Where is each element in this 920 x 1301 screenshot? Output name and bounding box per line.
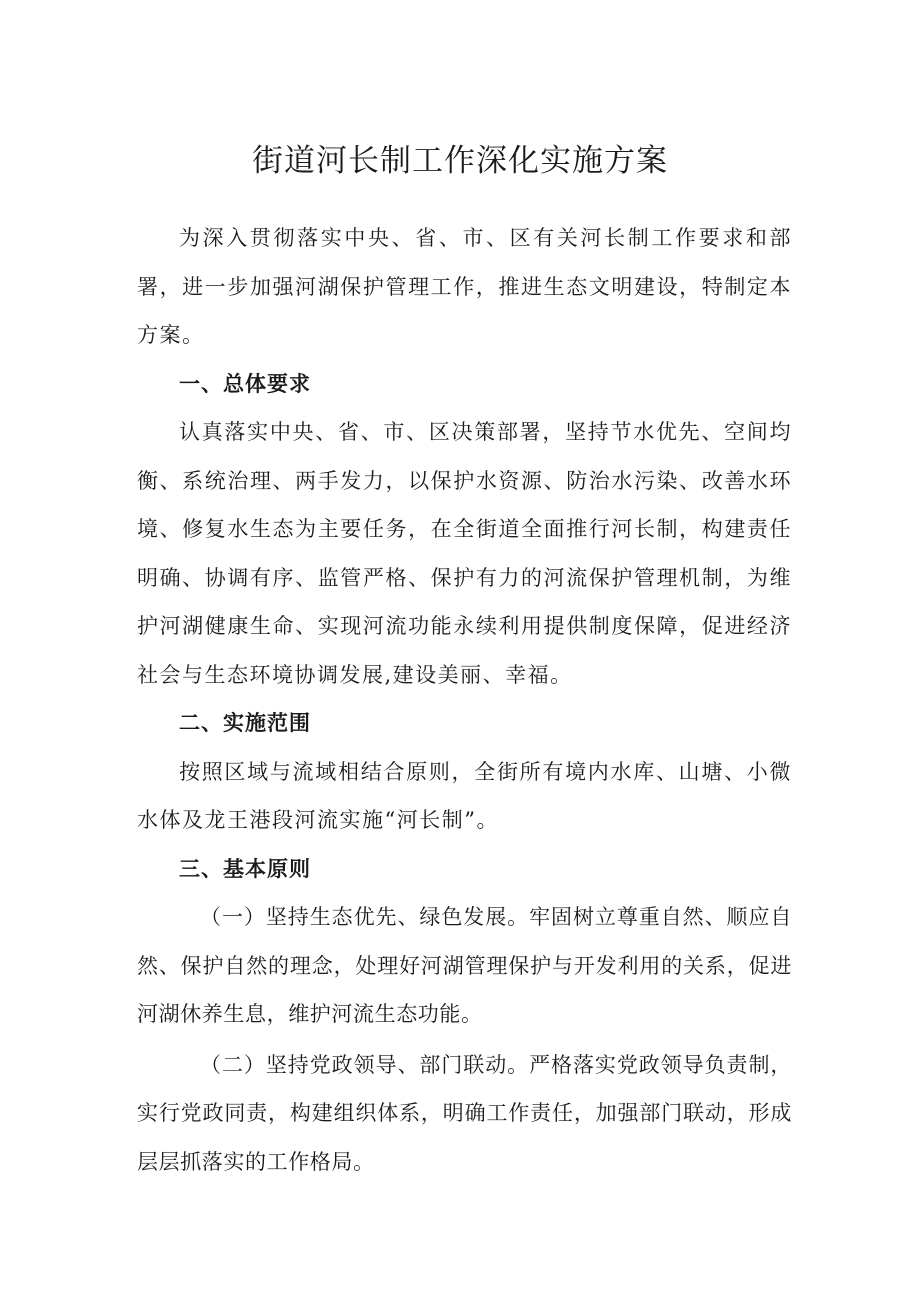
scope-paragraph: 按照区域与流域相结合原则，全街所有境内水库、山塘、小微水体及龙王港段河流实施“河长制”。 (137, 759, 792, 832)
general-requirements-paragraph: 认真落实中央、省、市、区决策部署，坚持节水优先、空间均衡、系统治理、两手发力，以保护水资源、防治水污染、改善水环境、修复水生态为主要任务，在全街道全面推行河长制，构建责任明确、协调有序、监管严格、保护有力的河流保护管理机制，为维护河湖健康生命、实现河流功能永续利用提供制度保障，促进经济社会与生态环境协调发展,建设美丽、幸福。 (137, 420, 792, 687)
principle-paragraph-1: （一）坚持生态优先、绿色发展。牢固树立尊重自然、顺应自然、保护自然的理念，处理好河湖管理保护与开发利用的关系，促进河湖休养生息，维护河流生态功能。 (137, 905, 792, 1026)
document-body (137, 214, 792, 1186)
section-heading-general-requirements: 一、总体要求 (179, 371, 311, 396)
section-heading-scope: 二、实施范围 (179, 711, 311, 735)
principle-paragraph-2: （二）坚持党政领导、部门联动。严格落实党政领导负责制，实行党政同责，构建组织体系，明确工作责任，加强部门联动，形成层层抓落实的工作格局。 (137, 1052, 792, 1174)
section-heading-principles: 三、基本原则 (179, 856, 311, 881)
intro-paragraph: 为深入贯彻落实中央、省、市、区有关河长制工作要求和部署，进一步加强河湖保护管理工作，推进生态文明建设，特制定本方案。 (137, 226, 792, 347)
document-title: 街道河长制工作深化实施方案 (252, 143, 668, 179)
